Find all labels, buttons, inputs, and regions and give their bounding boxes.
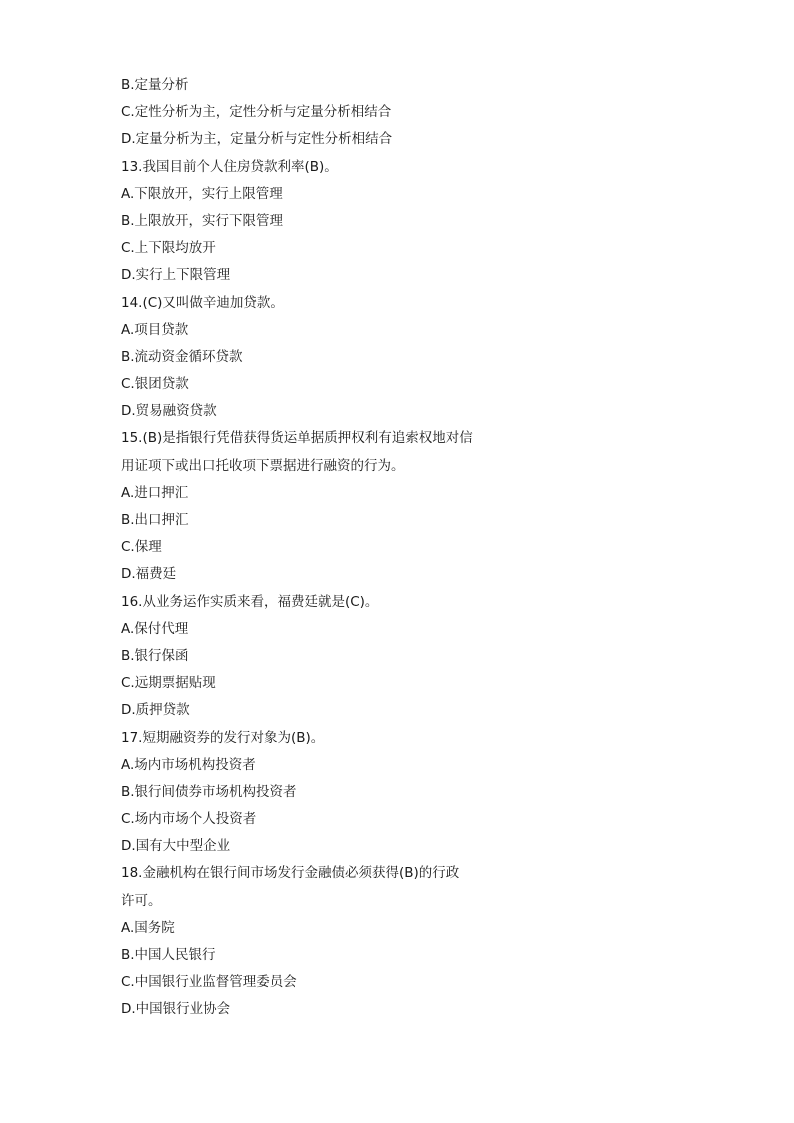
- question-18-option-a: A.国务院: [121, 919, 175, 936]
- question-14: 14.(C)又叫做辛迪加贷款。: [121, 294, 284, 311]
- question-15-option-d: D.福费廷: [121, 566, 177, 583]
- question-18: 18.金融机构在银行间市场发行金融债必须获得(B)的行政: [121, 865, 460, 882]
- question-15-option-b: B.出口押汇: [121, 512, 189, 528]
- question-14-option-d: D.贸易融资贷款: [121, 403, 217, 420]
- question-18-continued: 许可。: [121, 892, 162, 909]
- question-15-option-a: A.进口押汇: [121, 484, 189, 501]
- question-16: 16.从业务运作实质来看，福费廷就是(C)。: [121, 593, 379, 610]
- question-13-option-c: C.上下限均放开: [121, 240, 216, 257]
- question-13-option-d: D.实行上下限管理: [121, 267, 231, 284]
- question-17-option-a: A.场内市场机构投资者: [121, 756, 256, 773]
- option-d-line: D.定量分析为主，定量分析与定性分析相结合: [121, 131, 393, 148]
- question-14-option-b: B.流动资金循环贷款: [121, 348, 243, 365]
- question-13-option-b: B.上限放开，实行下限管理: [121, 212, 284, 229]
- question-14-option-c: C.银团贷款: [121, 376, 189, 393]
- question-16-option-c: C.远期票据贴现: [121, 675, 216, 692]
- question-17-option-c: C.场内市场个人投资者: [121, 811, 257, 828]
- question-18-option-c: C.中国银行业监督管理委员会: [121, 974, 297, 991]
- question-17-option-d: D.国有大中型企业: [121, 838, 231, 855]
- question-17: 17.短期融资券的发行对象为(B)。: [121, 729, 325, 746]
- question-15: 15.(B)是指银行凭借获得货运单据质押权利有追索权地对信: [121, 430, 473, 447]
- question-16-option-a: A.保付代理: [121, 620, 189, 637]
- question-17-option-b: B.银行间债券市场机构投资者: [121, 783, 297, 800]
- question-15-option-c: C.保理: [121, 539, 162, 556]
- option-c-line: C.定性分析为主，定性分析与定量分析相结合: [121, 104, 392, 121]
- question-14-option-a: A.项目贷款: [121, 321, 189, 338]
- question-list: [121, 72, 501, 1024]
- question-13: 13.我国目前个人住房贷款利率(B)。: [121, 158, 338, 175]
- question-16-option-b: B.银行保函: [121, 647, 189, 664]
- question-18-option-b: B.中国人民银行: [121, 947, 216, 963]
- question-13-option-a: A.下限放开，实行上限管理: [121, 185, 283, 202]
- question-15-continued: 用证项下或出口托收项下票据进行融资的行为。: [121, 457, 405, 474]
- question-16-option-d: D.质押贷款: [121, 702, 190, 719]
- option-b-line: B.定量分析: [121, 77, 189, 93]
- question-18-option-d: D.中国银行业协会: [121, 1001, 231, 1018]
